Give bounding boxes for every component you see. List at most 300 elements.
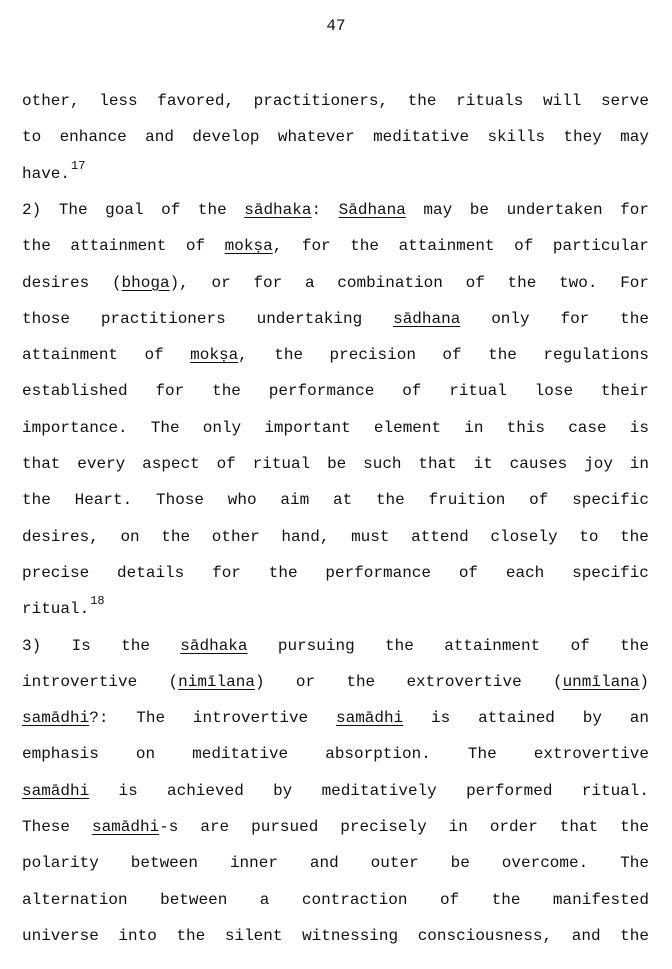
word (136, 708, 165, 728)
word-text: precise (22, 563, 90, 582)
word (350, 236, 379, 256)
word (59, 200, 88, 220)
word-text: only (202, 418, 242, 437)
word-text: alternation (22, 890, 128, 909)
word (363, 454, 401, 474)
word-text: between (160, 890, 228, 909)
word (620, 127, 649, 147)
word (568, 418, 606, 438)
word (70, 236, 166, 256)
word (572, 926, 601, 946)
term-text: samādhi (91, 818, 160, 836)
word (508, 273, 537, 293)
word (340, 817, 426, 837)
word (418, 926, 552, 946)
word-text: and (309, 854, 339, 873)
text-line (22, 200, 649, 220)
text-line (22, 781, 649, 801)
word-text: Is (71, 636, 91, 655)
word (281, 527, 329, 547)
word-text: ritual (449, 382, 507, 401)
word (333, 490, 352, 510)
word-text: be (450, 854, 470, 873)
word (543, 345, 649, 365)
word (374, 418, 441, 438)
word (559, 273, 597, 293)
word-text: will (542, 92, 582, 110)
word-text: The (136, 709, 166, 728)
text-line (22, 454, 649, 474)
word-text: such (363, 455, 402, 473)
word (560, 817, 598, 837)
word-text: specific (572, 563, 649, 582)
word (72, 636, 91, 656)
word (260, 890, 270, 910)
word-text: of (439, 890, 460, 909)
word (212, 527, 260, 547)
word (376, 490, 405, 510)
word (584, 454, 613, 474)
text-line (22, 563, 649, 583)
word-text: for (212, 563, 241, 582)
word-text: to (579, 527, 599, 546)
word-text: joy (584, 455, 613, 473)
term-text: sādhaka (244, 200, 312, 219)
word-text: of (465, 273, 485, 292)
word (192, 127, 259, 147)
word (200, 817, 229, 837)
word-text: the (620, 818, 649, 836)
word-text: established (22, 382, 128, 401)
word (582, 781, 649, 801)
word (620, 527, 649, 547)
footnote-marker: 18 (90, 594, 105, 609)
word (75, 490, 133, 510)
word-text: hand, (281, 527, 330, 546)
word (118, 926, 156, 946)
word-text: inner (229, 854, 278, 873)
word (459, 563, 478, 583)
word-text: fruition (428, 491, 506, 510)
word (22, 527, 99, 547)
word (151, 418, 180, 438)
word (278, 127, 355, 147)
word (442, 345, 461, 365)
text-line (22, 381, 649, 401)
word-text: the (350, 237, 380, 256)
word (490, 527, 557, 547)
word (466, 781, 552, 801)
word-text: specific (572, 491, 649, 510)
word-text: performance (268, 382, 375, 401)
word-text: only (491, 309, 530, 328)
word-text: the (197, 200, 227, 219)
word (305, 273, 315, 293)
word (429, 490, 506, 510)
word-text: ritual (252, 455, 311, 473)
term-text: samādhi (22, 781, 90, 800)
word-text: the (488, 346, 517, 365)
word (502, 853, 588, 873)
word (449, 381, 507, 401)
word (630, 454, 649, 474)
term-text: mokṣa (190, 346, 239, 365)
word-text: ritual. (22, 600, 90, 619)
term-text: samādhi (22, 709, 90, 728)
text-line (22, 853, 649, 873)
word-text: precisely (340, 818, 427, 836)
word (193, 708, 308, 728)
word-text: the (375, 491, 405, 510)
word (583, 708, 602, 728)
word-text: manifested (552, 890, 649, 909)
underlined-term: (bhoga), (111, 273, 189, 292)
word (351, 527, 389, 547)
word (77, 454, 125, 474)
word (161, 200, 180, 220)
word (22, 127, 41, 147)
word (451, 853, 470, 873)
word-text: pursuing (277, 636, 355, 655)
text-line (22, 527, 649, 547)
word-text: in (629, 455, 649, 473)
word-text: they (563, 128, 602, 147)
text-line (22, 309, 649, 329)
word (560, 309, 589, 329)
word-text: meditative (373, 128, 470, 147)
word (620, 926, 649, 946)
word-text: introvertive (192, 709, 309, 728)
word (385, 636, 414, 656)
word-text: meditatively (321, 781, 437, 800)
word-text: at (332, 491, 353, 510)
word-text: of (161, 200, 181, 219)
word (630, 708, 649, 728)
word (212, 381, 241, 401)
word-text: element (373, 418, 442, 437)
word-text: develop (192, 128, 260, 147)
word-text: Those (155, 491, 204, 510)
underlined-term: (unmīlana) (552, 672, 649, 691)
word-text: of (402, 382, 422, 401)
word-text: combination (337, 273, 443, 292)
word (325, 563, 431, 583)
word-text: extrovertive (406, 672, 522, 691)
word-text: for (301, 237, 331, 256)
word (22, 381, 128, 401)
word-text: undertaking (256, 309, 363, 328)
word (620, 200, 649, 220)
word (22, 454, 60, 474)
word (22, 309, 70, 329)
word-text: contraction (301, 890, 408, 909)
word-text: the (22, 491, 51, 510)
word (444, 636, 540, 656)
word (620, 636, 649, 656)
word (514, 236, 533, 256)
word-text: between (130, 854, 198, 873)
word (144, 345, 163, 365)
underlined-term (339, 200, 406, 220)
word (337, 273, 443, 293)
word (22, 273, 89, 293)
word (101, 309, 226, 329)
word-text: case (568, 418, 607, 437)
word (251, 817, 318, 837)
word-text: aim (280, 491, 310, 510)
word-text: on (135, 745, 156, 764)
word-text: aspect (142, 455, 200, 473)
word-text: of (144, 346, 164, 365)
word-text: emphasis (22, 745, 99, 764)
underlined-term: mokṣa, (190, 346, 248, 365)
word (22, 890, 128, 910)
word (474, 454, 493, 474)
word-text: particular (552, 237, 649, 256)
word (212, 563, 241, 583)
word-text: extrovertive (533, 745, 649, 764)
word-text: outer (370, 854, 419, 873)
word (470, 200, 489, 220)
word-text: be (469, 200, 489, 219)
word (571, 636, 590, 656)
word-text: The (58, 200, 88, 219)
word-text: silent (224, 926, 283, 945)
word (22, 91, 80, 111)
word-text: The (150, 418, 180, 437)
word-text: attainment (22, 346, 119, 365)
word-text: universe (22, 926, 99, 945)
word (119, 781, 138, 801)
word-text: of (442, 346, 462, 365)
text-line (22, 91, 649, 111)
word (423, 200, 452, 220)
word (22, 563, 89, 583)
underlined-term: samādhi-s (91, 818, 179, 836)
word (105, 200, 143, 220)
word-text: an (629, 709, 649, 728)
word (142, 454, 200, 474)
word (161, 527, 190, 547)
word-text: attained (478, 709, 555, 728)
word-text: attend (411, 527, 469, 546)
word (217, 454, 236, 474)
word (572, 490, 649, 510)
word-text: in (448, 818, 468, 836)
word-text: the (268, 563, 298, 582)
word (302, 926, 398, 946)
word-text: of (570, 636, 590, 655)
text-line (22, 636, 649, 656)
word-text: by (582, 709, 602, 728)
word (487, 127, 545, 147)
word (192, 744, 288, 764)
text-line (22, 926, 649, 946)
term-text: nimīlana (178, 672, 255, 691)
word-text: the (212, 382, 241, 401)
word (346, 672, 375, 692)
word-text: serve (600, 92, 649, 110)
word-text: the (407, 92, 437, 110)
word-text: that (418, 455, 457, 473)
word-text: attainment (398, 237, 495, 256)
word-text: two. (559, 273, 598, 292)
word-text: closely (490, 527, 558, 546)
word-text: lose (534, 382, 574, 401)
word-text: to (22, 128, 42, 147)
word (543, 91, 581, 111)
word (280, 490, 309, 510)
word (490, 817, 538, 837)
word (601, 381, 649, 401)
word-text: practitioners (100, 309, 226, 328)
word-text: undertaken (506, 200, 603, 219)
word (310, 853, 339, 873)
word (22, 345, 118, 365)
word-text: for (620, 200, 649, 219)
word-text: are (200, 818, 230, 836)
word-text: The (467, 745, 497, 764)
word-text: a (259, 890, 270, 909)
word (155, 381, 184, 401)
word (431, 708, 450, 728)
word-text: those (22, 309, 71, 328)
word (22, 418, 128, 438)
word (22, 817, 70, 837)
word (273, 781, 292, 801)
word-text: that (559, 818, 599, 836)
word (456, 91, 523, 111)
word-text: that (22, 455, 61, 473)
word (464, 418, 483, 438)
word (228, 490, 257, 510)
word (131, 853, 198, 873)
underlined-term: sādhaka: (244, 200, 322, 219)
text-line (22, 345, 649, 365)
word (411, 527, 469, 547)
word-text: achieved (166, 781, 244, 800)
word-text: causes (509, 455, 568, 473)
word (406, 672, 521, 692)
word (22, 200, 41, 220)
word-text: may (620, 128, 649, 147)
word-text: performed (466, 781, 553, 800)
word-text: practitioners, (253, 92, 389, 110)
word (167, 781, 244, 801)
word (510, 454, 568, 474)
word (157, 91, 234, 111)
word (449, 817, 468, 837)
word-text: a (304, 273, 315, 292)
word (22, 926, 99, 946)
word (22, 236, 51, 256)
word-text: may (423, 200, 453, 219)
word (620, 273, 649, 293)
text-line (22, 273, 649, 293)
word (488, 345, 517, 365)
word (507, 200, 603, 220)
word-text: order (489, 818, 538, 836)
word-text: ritual. (581, 781, 649, 800)
underlined-term (393, 309, 460, 329)
word-text: have. (22, 164, 71, 183)
word-text: polarity (22, 854, 99, 873)
word (22, 158, 86, 184)
word-text: is (629, 418, 649, 437)
word-text: witnessing (302, 926, 399, 945)
word-text: overcome. (501, 854, 589, 873)
word-text: goal (105, 200, 144, 219)
word (264, 418, 350, 438)
word (230, 853, 278, 873)
word (620, 853, 649, 873)
word-text: of (216, 455, 236, 473)
text-line (22, 236, 649, 256)
text-line (22, 744, 649, 764)
word-text: introvertive (22, 672, 138, 691)
underlined-term: mokṣa, (224, 237, 283, 256)
word-text: favored, (157, 92, 235, 110)
word (620, 309, 649, 329)
word (620, 817, 649, 837)
word (506, 563, 544, 583)
term-text: Sādhana (338, 200, 406, 219)
word-text: details (117, 563, 185, 582)
text-line (22, 817, 649, 837)
word (22, 672, 137, 692)
word-text: the (176, 926, 206, 945)
word-text: These (22, 818, 71, 836)
word-text: The (620, 854, 649, 873)
word-text: be (327, 455, 347, 473)
word (529, 490, 548, 510)
word (402, 381, 421, 401)
word-text: the (346, 672, 376, 691)
word (253, 273, 282, 293)
word-text: who (227, 491, 257, 510)
word (468, 744, 497, 764)
footnote-marker: 17 (71, 158, 86, 173)
word (211, 273, 230, 293)
text-line (22, 594, 649, 619)
word-text: meditative (192, 745, 289, 764)
term-text: unmīlana (562, 672, 640, 691)
word (296, 672, 315, 692)
text-line (22, 490, 649, 510)
word-text: must (351, 527, 390, 546)
word-text: the (491, 890, 521, 909)
word (203, 418, 241, 438)
word-text: their (600, 382, 649, 401)
word-text: Heart. (74, 491, 133, 510)
word (60, 127, 127, 147)
word-text: the (620, 636, 649, 655)
word-text: attainment (70, 237, 167, 256)
word (160, 890, 227, 910)
word (269, 381, 375, 401)
term-text: sādhana (393, 309, 461, 328)
word-text: the (274, 346, 304, 365)
word-text: or (295, 672, 316, 691)
word (371, 853, 419, 873)
word-text: whatever (277, 128, 355, 147)
word (22, 853, 99, 873)
underlined-term (336, 708, 403, 728)
word-text: of (458, 563, 479, 582)
word-text: each (505, 563, 545, 582)
word-text: for (560, 309, 590, 328)
word (22, 636, 41, 656)
